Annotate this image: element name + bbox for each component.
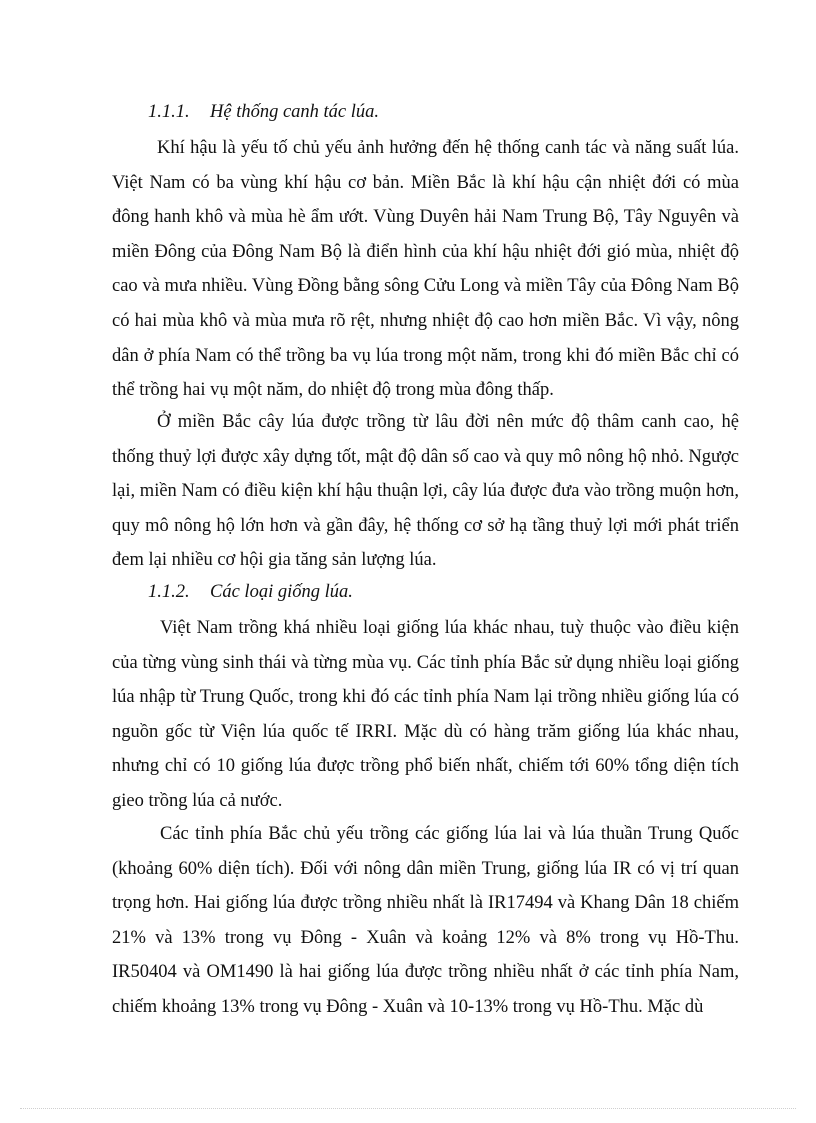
paragraph-regional-varieties: Các tỉnh phía Bắc chủ yếu trồng các giống lúa lai và lúa thuần Trung Quốc (khoảng 60% diện tích). Đối với nông dân miền Trung, giống lúa IR có vị trí quan trọng hơn. Hai giống lúa được trồng nhiều nhất là IR17494 và Khang Dân 18 chiếm 21% và 13% trong vụ Đông - Xuân và koảng 12% và 8% trong vụ Hồ-Thu. IR50404 và OM1490 là hai giống lúa được trồng nhiều nhất ở các tỉnh phía Nam, chiếm khoảng 13% trong vụ Đông - Xuân và 10-13% trong vụ Hồ-Thu. Mặc dù <box>112 824 739 1017</box>
section-number: 1.1.1. <box>148 102 190 122</box>
section-heading-1-1-2 <box>148 580 353 604</box>
section-title: Các loại giống lúa. <box>210 582 353 602</box>
page-bottom-divider <box>20 1108 796 1109</box>
paragraph-rice-varieties: Việt Nam trồng khá nhiều loại giống lúa khác nhau, tuỳ thuộc vào điều kiện của từng vùng sinh thái và từng mùa vụ. Các tỉnh phía Bắc sử dụng nhiều loại giống lúa nhập từ Trung Quốc, trong khi đó các tỉnh phía Nam lại trồng nhiều giống lúa có nguồn gốc từ Viện lúa quốc tế IRRI. Mặc dù có hàng trăm giống lúa khác nhau, nhưng chỉ có 10 giống lúa được trồng phổ biến nhất, chiếm tới 60% tổng diện tích gieo trồng lúa cả nước. <box>112 618 739 811</box>
paragraph-climate: Khí hậu là yếu tố chủ yếu ảnh hưởng đến hệ thống canh tác và năng suất lúa. Việt Nam có ba vùng khí hậu cơ bản. Miền Bắc là khí hậu cận nhiệt đới có mùa đông hanh khô và mùa hè ẩm ướt. Vùng Duyên hải Nam Trung Bộ, Tây Nguyên và miền Đông của Đông Nam Bộ là điển hình của khí hậu nhiệt đới gió mùa, nhiệt độ cao và mưa nhiều. Vùng Đồng bằng sông Cửu Long và miền Tây của Đông Nam Bộ có hai mùa khô và mùa mưa rõ rệt, nhưng nhiệt độ cao hơn miền Bắc. Vì vậy, nông dân ở phía Nam có thể trồng ba vụ lúa trong một năm, trong khi đó miền Bắc chỉ có thể trồng hai vụ một năm, do nhiệt độ trong mùa đông thấp. <box>112 138 739 401</box>
section-number: 1.1.2. <box>148 582 190 602</box>
section-heading-1-1-1 <box>148 100 379 124</box>
section-title: Hệ thống canh tác lúa. <box>210 102 380 122</box>
paragraph-north-south: Ở miền Bắc cây lúa được trồng từ lâu đời nên mức độ thâm canh cao, hệ thống thuỷ lợi được xây dựng tốt, mật độ dân số cao và quy mô nông hộ nhỏ. Ngược lại, miền Nam có điều kiện khí hậu thuận lợi, cây lúa được đưa vào trồng muộn hơn, quy mô nông hộ lớn hơn và gần đây, hệ thống cơ sở hạ tầng thuỷ lợi mới phát triển đem lại nhiều cơ hội gia tăng sản lượng lúa. <box>112 412 739 571</box>
